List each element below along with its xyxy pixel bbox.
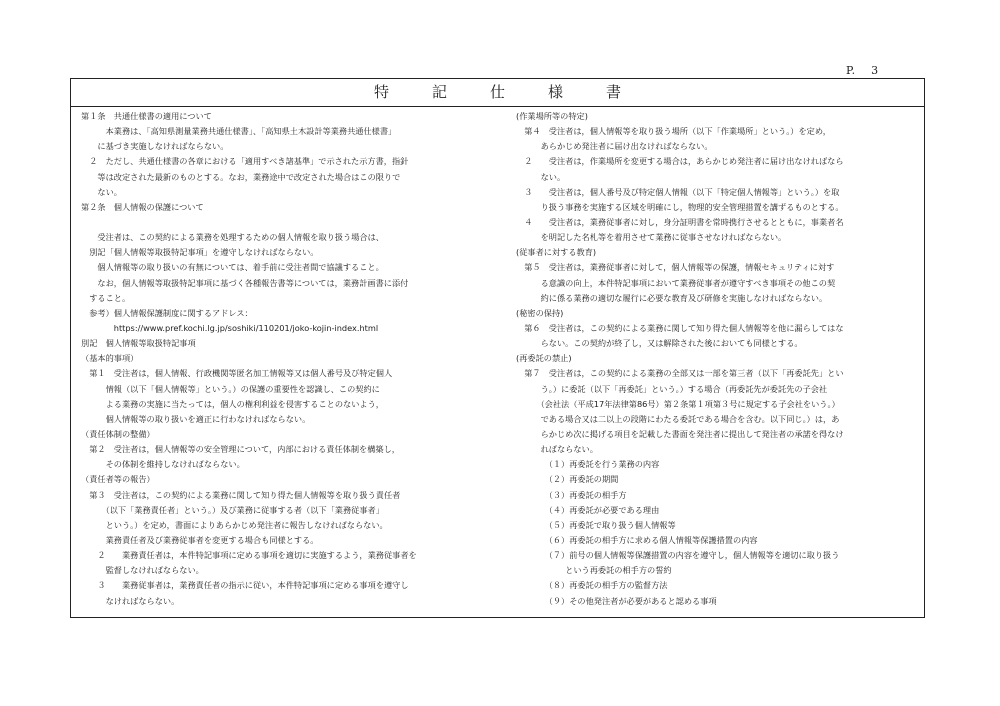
left-text-line	[81, 215, 501, 230]
right-text-line: ３ 受注者は，個人番号及び特定個人情報（以下「特定個人情報等」という。）を取	[516, 186, 840, 197]
document-title: 特 記 仕 様 書	[71, 79, 924, 107]
right-column	[516, 109, 921, 609]
right-text-line: る意識の向上，本件特記事項において業務従事者が遵守すべき事項その他この契	[516, 277, 836, 288]
left-text-line: 個人情報等の取り扱いを適正に行わなければならない。	[81, 413, 311, 424]
left-text-line: 個人情報等の取り扱いの有無については、着手前に受注者間で協議すること。	[81, 262, 384, 273]
right-text-line: (従事者に対する教育)	[516, 247, 597, 258]
right-text-line: （会社法（平成17年法律第86号）第２条第１項第３号に規定する子会社をいう。）	[516, 398, 840, 409]
left-text-line: 監督しなければならない。	[81, 565, 204, 576]
right-text-line: あらかじめ発注者に届け出なければならない。	[516, 141, 713, 152]
right-text-line: を明記した名札等を着用させて業務に従事させなければならない。	[516, 232, 787, 243]
left-text-line: なければならない。	[81, 595, 180, 606]
right-text-line: （１）再委託を行う業務の内容	[516, 459, 660, 470]
right-text-line: ４ 受注者は，業務従事者に対し，身分証明書を常時携行させるとともに，事業者名	[516, 216, 844, 227]
right-text-line: 第４ 受注者は，個人情報等を取り扱う場所（以下「作業場所」という。）を定め，	[516, 126, 831, 137]
right-text-line: （８）再委託の相手方の監督方法	[516, 580, 668, 591]
left-text-line: 業務責任者及び業務従事者を変更する場合も同様とする。	[81, 534, 319, 545]
left-text-line: ２ 業務責任者は，本件特記事項に定める事項を適切に実施するよう，業務従事者を	[81, 550, 417, 561]
left-text-line: 参考）個人情報保護制度に関するアドレス：	[81, 307, 253, 318]
left-text-line: 第２ 受注者は，個人情報等の安全管理について，内部における責任体制を構築し，	[81, 444, 400, 455]
right-text-line: という再委託の相手方の誓約	[516, 565, 672, 576]
left-text-line: （責任体制の整備）	[81, 428, 155, 439]
right-text-line: （７）前号の個人情報等保護措置の内容を遵守し，個人情報等を適切に取り扱う	[516, 550, 840, 561]
right-text-line: （５）再委託で取り扱う個人情報等	[516, 519, 676, 530]
right-text-line: ２ 受注者は，作業場所を変更する場合は，あらかじめ発注者に届け出なければなら	[516, 156, 844, 167]
right-text-line: (作業場所等の特定)	[516, 111, 588, 121]
right-text-line: である場合又は二以上の段階にわたる委託である場合を含む。以下同じ。）は，あ	[516, 413, 840, 424]
right-text-line: 第６ 受注者は，この契約による業務に関して知り得た個人情報等を他に漏らしてはな	[516, 322, 844, 333]
right-text-line: 第７ 受注者は，この契約による業務の全部又は一部を第三者（以下「再委託先」とい	[516, 368, 844, 379]
left-text-line: 第２条 個人情報の保護について	[81, 201, 204, 212]
right-text-line: らかじめ次に掲げる項目を記載した書面を発注者に提出して発注者の承諾を得なけ	[516, 428, 844, 439]
left-text-line: ３ 業務従事者は，業務責任者の指示に従い，本件特記事項に定める事項を遵守し	[81, 580, 409, 591]
left-text-line: ２ ただし、共通仕様書の各章における「適用すべき諸基準」で示された示方書，指針	[81, 156, 409, 167]
left-text-line: よる業務の実施に当たっては，個人の権利利益を侵害することのないよう，	[81, 398, 384, 409]
right-text-line: り扱う事務を実施する区域を明確にし，物理的安全管理措置を講ずるものとする。	[516, 201, 844, 212]
left-text-line: 第１ 受注者は，個人情報、行政機関等匿名加工情報等又は個人番号及び特定個人	[81, 368, 393, 379]
page-number: P. 3	[846, 64, 879, 77]
right-text-line: ない。	[516, 171, 566, 182]
right-text-line: ればならない。	[516, 444, 598, 455]
left-column	[81, 109, 501, 609]
left-text-line: なお，個人情報等取扱特記事項に基づく各種報告書等については，業務計画書に添付	[81, 277, 409, 288]
left-text-line: 等は改定された最新のものとする。なお，業務途中で改定された場合はこの限りで	[81, 171, 401, 182]
left-text-line: その体制を維持しなければならない。	[81, 459, 245, 470]
right-text-line: らない。この契約が終了し，又は解除された後においても同様とする。	[516, 338, 803, 349]
left-text-line: ない。	[81, 186, 122, 197]
right-text-line: （６）再委託の相手方に求める個人情報等保護措置の内容	[516, 534, 758, 545]
right-text-line: （４）再委託が必要である理由	[516, 504, 660, 515]
right-text-line: （２）再委託の期間	[516, 474, 619, 485]
left-text-line: 受注者は、この契約による業務を処理するための個人情報を取り扱う場合は、	[81, 232, 384, 243]
left-text-line: 第３ 受注者は，この契約による業務に関して知り得た個人情報等を取り扱う責任者	[81, 489, 401, 500]
left-text-line: （基本的事項）	[81, 353, 139, 364]
left-text-line: 本業務は、「高知県測量業務共通仕様書」、「高知県土木設計等業務共通仕様書」	[81, 126, 397, 137]
left-text-line: 第１条 共通仕様書の適用について	[81, 111, 212, 121]
right-text-line: 第５ 受注者は，業務従事者に対して，個人情報等の保護，情報セキュリティに対す	[516, 262, 835, 273]
left-text-line: 別記「個人情報等取扱特記事項」を遵守しなければならない。	[81, 247, 319, 258]
right-text-line: （９）その他発注者が必要があると認める事項	[516, 595, 717, 606]
right-text-line: う。）に委託（以下「再委託」という。）する場合（再委託先が委託先の子会社	[516, 383, 828, 394]
left-text-line: 情報（以下「個人情報等」という。）の保護の重要性を認識し、この契約に	[81, 383, 380, 394]
left-text-line: （以下「業務責任者」という。）及び業務に従事する者（以下「業務従事者」	[81, 504, 384, 515]
right-text-line: （３）再委託の相手方	[516, 489, 627, 500]
left-text-line: すること。	[81, 292, 131, 303]
right-text-line: 約に係る業務の適切な履行に必要な教育及び研修を実施しなければならない。	[516, 292, 828, 303]
left-text-line: に基づき実施しなければならない。	[81, 141, 229, 152]
left-text-line: （責任者等の報告）	[81, 474, 155, 485]
spec-frame	[70, 78, 925, 618]
right-text-line: (再委託の禁止)	[516, 353, 572, 364]
left-text-line: 別記 個人情報等取扱特記事項	[81, 338, 196, 349]
left-text-line: https://www.pref.kochi.lg.jp/soshiki/110201/joko-kojin-index.html	[81, 322, 379, 333]
left-text-line: という。）を定め，書面によりあらかじめ発注者に報告しなければならない。	[81, 519, 388, 530]
right-text-line: (秘密の保持)	[516, 307, 564, 318]
